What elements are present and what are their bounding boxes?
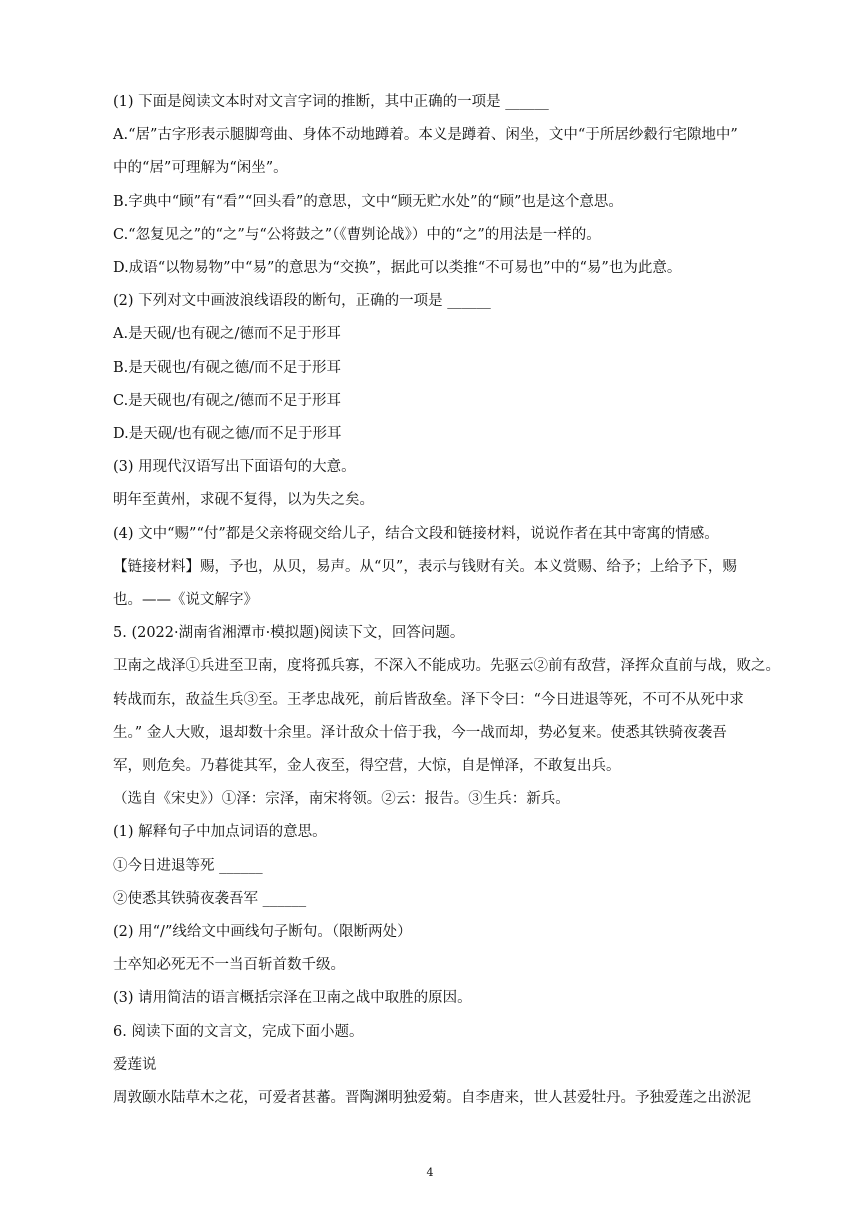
sub-question-2-prompt: (2) 用“/”线给文中画线句子断句。（限断两处） xyxy=(113,924,412,941)
option-b: B.是天砚也/有砚之德/而不足于形耳 xyxy=(113,359,342,376)
passage-line-1: 卫南之战泽①兵进至卫南，度将孤兵寡，不深入不能成功。先驱云②前有敌营，泽挥众直前与战，败之。 xyxy=(113,658,780,675)
sub-question-3-prompt: (3) 请用简洁的语言概括宗泽在卫南之战中取胜的原因。 xyxy=(113,990,472,1007)
option-c: C.“忽复见之”的“之”与“公将鼓之”（《曹刿论战》）中的“之”的用法是一样的。 xyxy=(113,226,601,243)
option-d: D.成语“以物易物”中“易”的意思为“交换”，据此可以类推“不可易也”中的“易”也为此意。 xyxy=(113,260,682,277)
link-material-line-2: 也。——《说文解字》 xyxy=(113,592,258,609)
sub-question-1-prompt: (1) 解释句子中加点词语的意思。 xyxy=(113,824,327,841)
passage-line-2: 转战而东，敌益生兵③至。王孝忠战死，前后皆敌垒。泽下令曰：“今日进退等死，不可不从死中求 xyxy=(113,691,744,708)
essay-title: 爱莲说 xyxy=(113,1056,157,1073)
option-c: C.是天砚也/有砚之/德而不足于形耳 xyxy=(113,392,341,409)
sub-question-1-item-1: ①今日进退等死 ______ xyxy=(113,857,263,874)
question-2-prompt: (2) 下列对文中画波浪线语段的断句，正确的一项是 ______ xyxy=(113,293,491,310)
passage-line-4: 军，则危矣。乃暮徙其军，金人夜至，得空营，大惊，自是惮泽，不敢复出兵。 xyxy=(113,758,621,775)
option-a: A.是天砚/也有砚之/德而不足于形耳 xyxy=(113,326,341,343)
question-3-sentence: 明年至黄州，求砚不复得，以为失之矣。 xyxy=(113,492,374,509)
question-3-prompt: (3) 用现代汉语写出下面语句的大意。 xyxy=(113,459,356,476)
sub-question-1-item-2: ②使悉其铁骑夜袭吾军 ______ xyxy=(113,890,307,907)
passage-notes: （选自《宋史》）①泽：宗泽，南宋将领。②云：报告。③生兵：新兵。 xyxy=(113,791,570,808)
document-body xyxy=(113,86,780,1115)
question-4-prompt: (4) 文中“赐”“付”都是父亲将砚交给儿子，结合文段和链接材料，说说作者在其中寄寓的情感。 xyxy=(113,525,719,542)
page-number: 4 xyxy=(426,1166,434,1179)
option-a-line-2: 中的“居”可理解为“闲坐”。 xyxy=(113,160,288,177)
essay-line-1: 周敦颐水陆草木之花，可爱者甚蕃。晋陶渊明独爱菊。自李唐来，世人甚爱牡丹。予独爱莲之出淤泥 xyxy=(113,1090,751,1107)
question-6-heading: 6. 阅读下面的文言文，完成下面小题。 xyxy=(113,1023,364,1040)
question-5-heading: 5. (2022·湖南省湘潭市·模拟题)阅读下文，回答问题。 xyxy=(113,625,465,642)
option-a-line-1: A.“居”古字形表示腿脚弯曲、身体不动地蹲着。本义是蹲着、闲坐，文中“于所居纱縠行宅隙地中” xyxy=(113,127,738,144)
passage-line-3: 生。” 金人大败，退却数十余里。泽计敌众十倍于我，今一战而却，势必复来。使悉其铁骑夜袭吾 xyxy=(113,724,727,741)
sub-question-2-sentence: 士卒知必死无不一当百斩首数千级。 xyxy=(113,957,345,974)
option-b: B.字典中“顾”有“看”“回头看”的意思，文中“顾无贮水处”的“顾”也是这个意思。 xyxy=(113,193,623,210)
link-material-line-1: 【链接材料】赐，予也，从贝，易声。从“贝”，表示与钱财有关。本义赏赐、给予；上给予下，赐 xyxy=(113,558,737,575)
option-d: D.是天砚/也有砚之德/而不足于形耳 xyxy=(113,426,342,443)
question-1-prompt: (1) 下面是阅读文本时对文言字词的推断，其中正确的一项是 ______ xyxy=(113,94,549,110)
